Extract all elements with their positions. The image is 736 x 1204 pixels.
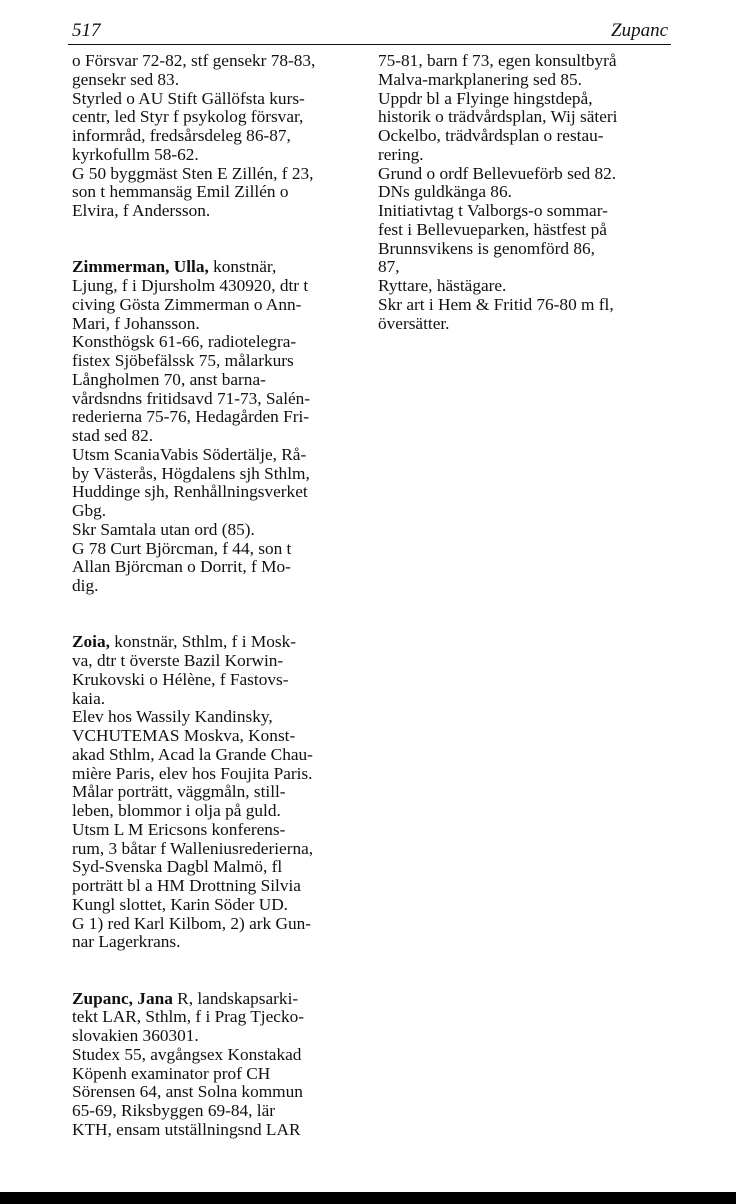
text-line: 87, (378, 257, 400, 277)
page-header (72, 20, 668, 42)
text-line: leben, blommor i olja på guld. (72, 801, 281, 820)
text-line: Brunnsvikens is genomförd 86, (378, 238, 595, 258)
text-line: rum, 3 båtar f Walleniusrederierna, (72, 838, 314, 858)
text-line: vårdsndns fritidsavd 71-73, Salén- (72, 388, 311, 408)
scan-edge-bar (0, 1192, 736, 1204)
left-column (72, 52, 360, 1140)
text-line: VCHUTEMAS Moskva, Konst- (72, 726, 296, 745)
text-line: Mari, f Johansson. (72, 313, 200, 333)
text-line: Krukovski o Hélène, f Fastovs- (72, 669, 289, 689)
entry-first-line: Zimmerman, Ulla, konstnär, (72, 257, 277, 277)
entry-zimmerman (72, 258, 360, 596)
page-number: 517 (72, 20, 101, 41)
text-line: fistex Sjöbefälssk 75, målarkurs (72, 351, 294, 370)
text-line: historik o trädvårdsplan, Wij säteri (378, 107, 618, 127)
header-rule (68, 44, 671, 45)
text-line: kaia. (72, 688, 106, 708)
text-line: Elvira, f Andersson. (72, 201, 211, 220)
text-line: Ockelbo, trädvårdsplan o restau- (378, 126, 604, 145)
text-line: Studex 55, avgångsex Konstakad (72, 1044, 302, 1064)
text-line: Skr Samtala utan ord (85). (72, 519, 255, 539)
entry-first-line: Zoia, konstnär, Sthlm, f i Mosk- (72, 632, 296, 652)
text-line: 65-69, Riksbyggen 69-84, lär (72, 1101, 276, 1120)
text-line: centr, led Styr f psykolog försvar, (72, 107, 304, 127)
text-line: Skr art i Hem & Fritid 76-80 m fl, (378, 294, 614, 314)
text-line: 75-81, barn f 73, egen konsultbyrå (378, 51, 617, 70)
text-line: Köpenh examinator prof CH (72, 1063, 271, 1083)
text-line: slovakien 360301. (72, 1026, 199, 1045)
text-line: civing Gösta Zimmerman o Ann- (72, 294, 302, 314)
text-line: Kungl slottet, Karin Söder UD. (72, 894, 288, 914)
text-line: G 78 Curt Björcman, f 44, son t (72, 538, 292, 558)
text-line: rederierna 75-76, Hedagården Fri- (72, 407, 310, 427)
text-line: tekt LAR, Sthlm, f i Prag Tjecko- (72, 1007, 304, 1027)
text-line: översätter. (378, 313, 450, 333)
text-line: Utsm ScaniaVabis Södertälje, Rå- (72, 444, 307, 464)
text-line: Styrled o AU Stift Gällöfsta kurs- (72, 88, 305, 108)
text-line: nar Lagerkrans. (72, 932, 181, 952)
text-line: by Västerås, Högdalens sjh Sthlm, (72, 463, 310, 483)
text-line: Grund o ordf Bellevueförb sed 82. (378, 163, 617, 183)
running-head: Zupanc (611, 20, 668, 41)
text-line: kyrkofullm 58-62. (72, 144, 199, 164)
entry-zoia (72, 633, 360, 952)
text-line: dig. (72, 576, 99, 595)
text-line: mière Paris, elev hos Foujita Paris. (72, 763, 313, 783)
text-line: G 50 byggmäst Sten E Zillén, f 23, (72, 163, 314, 183)
text-line: Ljung, f i Djursholm 430920, dtr t (72, 276, 309, 295)
text-line: va, dtr t överste Bazil Korwin- (72, 651, 284, 670)
text-line: Huddinge sjh, Renhållningsverket (72, 482, 308, 502)
entry-continuation (72, 52, 360, 221)
text-line: fest i Bellevueparken, hästfest på (378, 219, 607, 239)
text-line: son t hemmansäg Emil Zillén o (72, 182, 289, 202)
entry-name: Zimmerman, Ulla, (72, 257, 209, 277)
text-line: Konsthögsk 61-66, radiotelegra- (72, 332, 297, 352)
text-line: Allan Björcman o Dorrit, f Mo- (72, 557, 291, 577)
entry-name: Zupanc, Jana (72, 988, 173, 1008)
text-line: Sörensen 64, anst Solna kommun (72, 1082, 303, 1102)
right-column (378, 52, 676, 333)
text-line: KTH, ensam utställningsnd LAR (72, 1119, 301, 1139)
text-line: Initiativtag t Valborgs-o sommar- (378, 201, 608, 220)
text-line: DNs guldkänga 86. (378, 182, 512, 202)
text-line: Gbg. (72, 501, 107, 520)
text-line: informråd, fredsårsdeleg 86-87, (72, 126, 291, 145)
text-line: Långholmen 70, anst barna- (72, 369, 266, 389)
entry-first-line: Zupanc, Jana R, landskapsarki- (72, 988, 299, 1008)
text-line: o Försvar 72-82, stf gensekr 78-83, (72, 51, 316, 70)
text-line: G 1) red Karl Kilbom, 2) ark Gun- (72, 913, 311, 933)
text-line: Elev hos Wassily Kandinsky, (72, 707, 273, 727)
text-line: Malva-markplanering sed 85. (378, 69, 582, 89)
entry-name: Zoia, (72, 632, 110, 652)
text-line: stad sed 82. (72, 426, 154, 445)
text-line: Utsm L M Ericsons konferens- (72, 819, 286, 839)
text-line: rering. (378, 144, 424, 164)
text-line: gensekr sed 83. (72, 69, 180, 89)
text-line: Syd-Svenska Dagbl Malmö, fl (72, 857, 283, 877)
text-line: Målar porträtt, väggmåln, still- (72, 782, 286, 802)
text-line: porträtt bl a HM Drottning Silvia (72, 876, 301, 895)
entry-zupanc (72, 990, 360, 1140)
text-line: akad Sthlm, Acad la Grande Chau- (72, 744, 313, 764)
text-line: Ryttare, hästägare. (378, 276, 507, 295)
text-line: Uppdr bl a Flyinge hingstdepå, (378, 88, 593, 108)
